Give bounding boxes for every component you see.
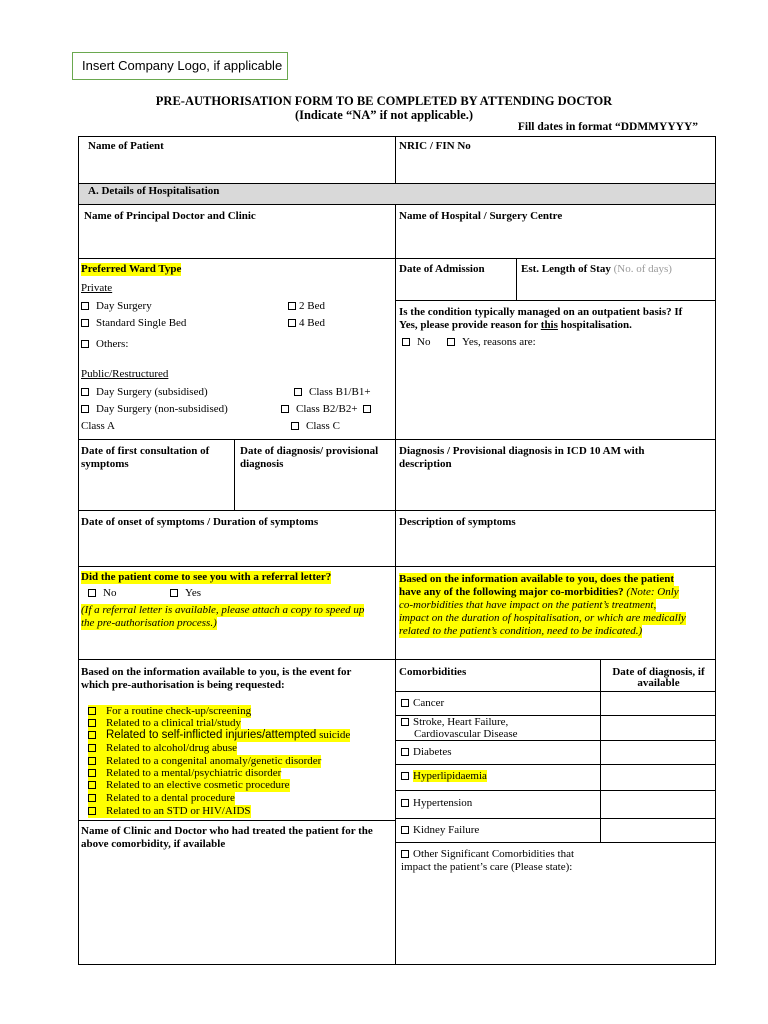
event-option-mental[interactable]: Related to a mental/psychiatric disorder xyxy=(88,767,281,780)
first-consultation-label: Date of first consultation of symptoms xyxy=(81,445,210,471)
checkbox[interactable] xyxy=(291,422,299,430)
form-subtitle: (Indicate “NA” if not applicable.) xyxy=(294,108,474,122)
event-option-congenital[interactable]: Related to a congenital anomaly/genetic disorder xyxy=(88,755,321,768)
comorbid-note-line2: impact on the duration of hospitalisation, or which are medically xyxy=(399,612,686,624)
option-day-surgery-private[interactable]: Day Surgery xyxy=(81,300,152,313)
comorbid-note-line3: related to the patient’s condition, need to be indicated.) xyxy=(399,625,643,637)
symptoms-description-label: Description of symptoms xyxy=(399,516,516,528)
checkbox[interactable] xyxy=(88,744,96,752)
icd-diagnosis-label: Diagnosis / Provisional diagnosis in ICD 10 AM with description xyxy=(399,445,645,471)
ward-type-title: Preferred Ward Type xyxy=(81,263,182,275)
checkbox[interactable] xyxy=(401,799,409,807)
checkbox[interactable] xyxy=(88,794,96,802)
comorbidity-diabetes[interactable]: Diabetes xyxy=(401,746,451,759)
checkbox[interactable] xyxy=(401,699,409,707)
event-option-dental[interactable]: Related to a dental procedure xyxy=(88,792,235,805)
checkbox[interactable] xyxy=(402,338,410,346)
comorbidities-header: Comorbidities xyxy=(399,666,467,678)
event-option-screening[interactable]: For a routine check-up/screening xyxy=(88,705,251,718)
diagnosis-date-header-line1: Date of diagnosis, if xyxy=(612,666,705,678)
comorbid-question-line1: Based on the information available to you, does the patient xyxy=(399,573,675,585)
event-option-clinical-trial[interactable]: Related to a clinical trial/study xyxy=(88,717,241,730)
company-logo-placeholder: Insert Company Logo, if applicable xyxy=(72,52,288,80)
checkbox[interactable] xyxy=(81,405,89,413)
checkbox[interactable] xyxy=(281,405,289,413)
option-class-a-label: Class A xyxy=(81,420,115,432)
event-option-std[interactable]: Related to an STD or HIV/AIDS xyxy=(88,805,251,818)
comorbidity-hyperlipidaemia[interactable]: Hyperlipidaemia xyxy=(401,770,487,783)
checkbox-class-a[interactable] xyxy=(363,405,371,413)
checkbox[interactable] xyxy=(88,807,96,815)
referral-question: Did the patient come to see you with a referral letter? xyxy=(81,571,332,583)
nric-label: NRIC / FIN No xyxy=(399,140,471,152)
checkbox[interactable] xyxy=(170,589,178,597)
referral-note-line2: the pre-authorisation process.) xyxy=(81,617,217,629)
date-format-note: Fill dates in format “DDMMYYYY” xyxy=(517,121,698,133)
event-question-line2: which pre-authorisation is being requested: xyxy=(81,679,285,691)
checkbox[interactable] xyxy=(88,719,96,727)
public-label: Public/Restructured xyxy=(81,368,169,380)
section-a-title: A. Details of Hospitalisation xyxy=(88,185,220,197)
checkbox[interactable] xyxy=(288,319,296,327)
outpatient-question-line1: Is the condition typically managed on an outpatient basis? If xyxy=(399,306,683,318)
referral-option-no[interactable]: No xyxy=(88,587,116,600)
comorbidity-hypertension[interactable]: Hypertension xyxy=(401,797,472,810)
event-question-line1: Based on the information available to you, is the event for xyxy=(81,666,352,678)
referral-option-yes[interactable]: Yes xyxy=(170,587,201,600)
option-4-bed[interactable]: 4 Bed xyxy=(288,317,325,330)
private-label: Private xyxy=(81,282,113,294)
length-of-stay-label: Est. Length of Stay (No. of days) xyxy=(521,263,672,275)
checkbox[interactable] xyxy=(288,302,296,310)
onset-label: Date of onset of symptoms / Duration of symptoms xyxy=(81,516,319,528)
referral-note-line1: (If a referral letter is available, please attach a copy to speed up xyxy=(81,604,365,616)
comorbid-question-line2: have any of the following major co-morbidities? (Note: Only xyxy=(399,586,679,598)
comorbidity-kidney-failure[interactable]: Kidney Failure xyxy=(401,824,479,837)
option-standard-single-bed[interactable]: Standard Single Bed xyxy=(81,317,186,330)
option-day-surgery-non-subsidised[interactable]: Day Surgery (non-subsidised) xyxy=(81,403,228,416)
principal-doctor-label: Name of Principal Doctor and Clinic xyxy=(84,210,256,222)
checkbox[interactable] xyxy=(81,302,89,310)
checkbox[interactable] xyxy=(294,388,302,396)
outpatient-option-yes[interactable]: Yes, reasons are: xyxy=(447,336,536,349)
checkbox[interactable] xyxy=(401,718,409,726)
checkbox[interactable] xyxy=(401,772,409,780)
checkbox[interactable] xyxy=(88,769,96,777)
comorbidity-stroke-line2: Cardiovascular Disease xyxy=(414,728,518,740)
checkbox[interactable] xyxy=(447,338,455,346)
checkbox[interactable] xyxy=(401,850,409,858)
event-option-cosmetic[interactable]: Related to an elective cosmetic procedure xyxy=(88,779,290,792)
checkbox[interactable] xyxy=(88,781,96,789)
outpatient-option-no[interactable]: No xyxy=(402,336,430,349)
hospital-label: Name of Hospital / Surgery Centre xyxy=(399,210,563,222)
diagnosis-date-label: Date of diagnosis/ provisional diagnosis xyxy=(240,445,379,471)
form-title: PRE-AUTHORISATION FORM TO BE COMPLETED BY ATTENDING DOCTOR xyxy=(155,94,613,108)
comorbidity-other-line2: impact the patient’s care (Please state): xyxy=(401,861,573,873)
patient-name-label: Name of Patient xyxy=(88,140,164,152)
option-2-bed[interactable]: 2 Bed xyxy=(288,300,325,313)
checkbox[interactable] xyxy=(401,748,409,756)
admission-date-label: Date of Admission xyxy=(399,263,485,275)
option-day-surgery-subsidised[interactable]: Day Surgery (subsidised) xyxy=(81,386,208,399)
event-option-self-inflicted[interactable]: Related to self-inflicted injuries/attempted suicide xyxy=(88,729,350,742)
diagnosis-date-header-line2: available xyxy=(637,677,680,689)
checkbox[interactable] xyxy=(81,340,89,348)
checkbox[interactable] xyxy=(401,826,409,834)
checkbox[interactable] xyxy=(81,319,89,327)
checkbox[interactable] xyxy=(88,731,96,739)
checkbox[interactable] xyxy=(81,388,89,396)
option-class-b1[interactable]: Class B1/B1+ xyxy=(294,386,371,399)
option-class-c[interactable]: Class C xyxy=(291,420,340,433)
comorbidity-stroke[interactable]: Stroke, Heart Failure, xyxy=(401,716,508,729)
option-class-b2[interactable]: Class B2/B2+ xyxy=(281,403,371,416)
checkbox[interactable] xyxy=(88,757,96,765)
option-others[interactable]: Others: xyxy=(81,338,128,351)
checkbox[interactable] xyxy=(88,707,96,715)
comorbidity-cancer[interactable]: Cancer xyxy=(401,697,444,710)
treating-clinic-label: Name of Clinic and Doctor who had treated the patient for the above comorbidity, if available xyxy=(81,825,373,851)
checkbox[interactable] xyxy=(88,589,96,597)
event-option-alcohol[interactable]: Related to alcohol/drug abuse xyxy=(88,742,237,755)
outpatient-question-line2: Yes, please provide reason for this hospitalisation. xyxy=(399,319,632,331)
comorbidity-other[interactable]: Other Significant Comorbidities that xyxy=(401,848,574,861)
comorbid-note-line1: co-morbidities that have impact on the patient’s treatment, xyxy=(399,599,657,611)
